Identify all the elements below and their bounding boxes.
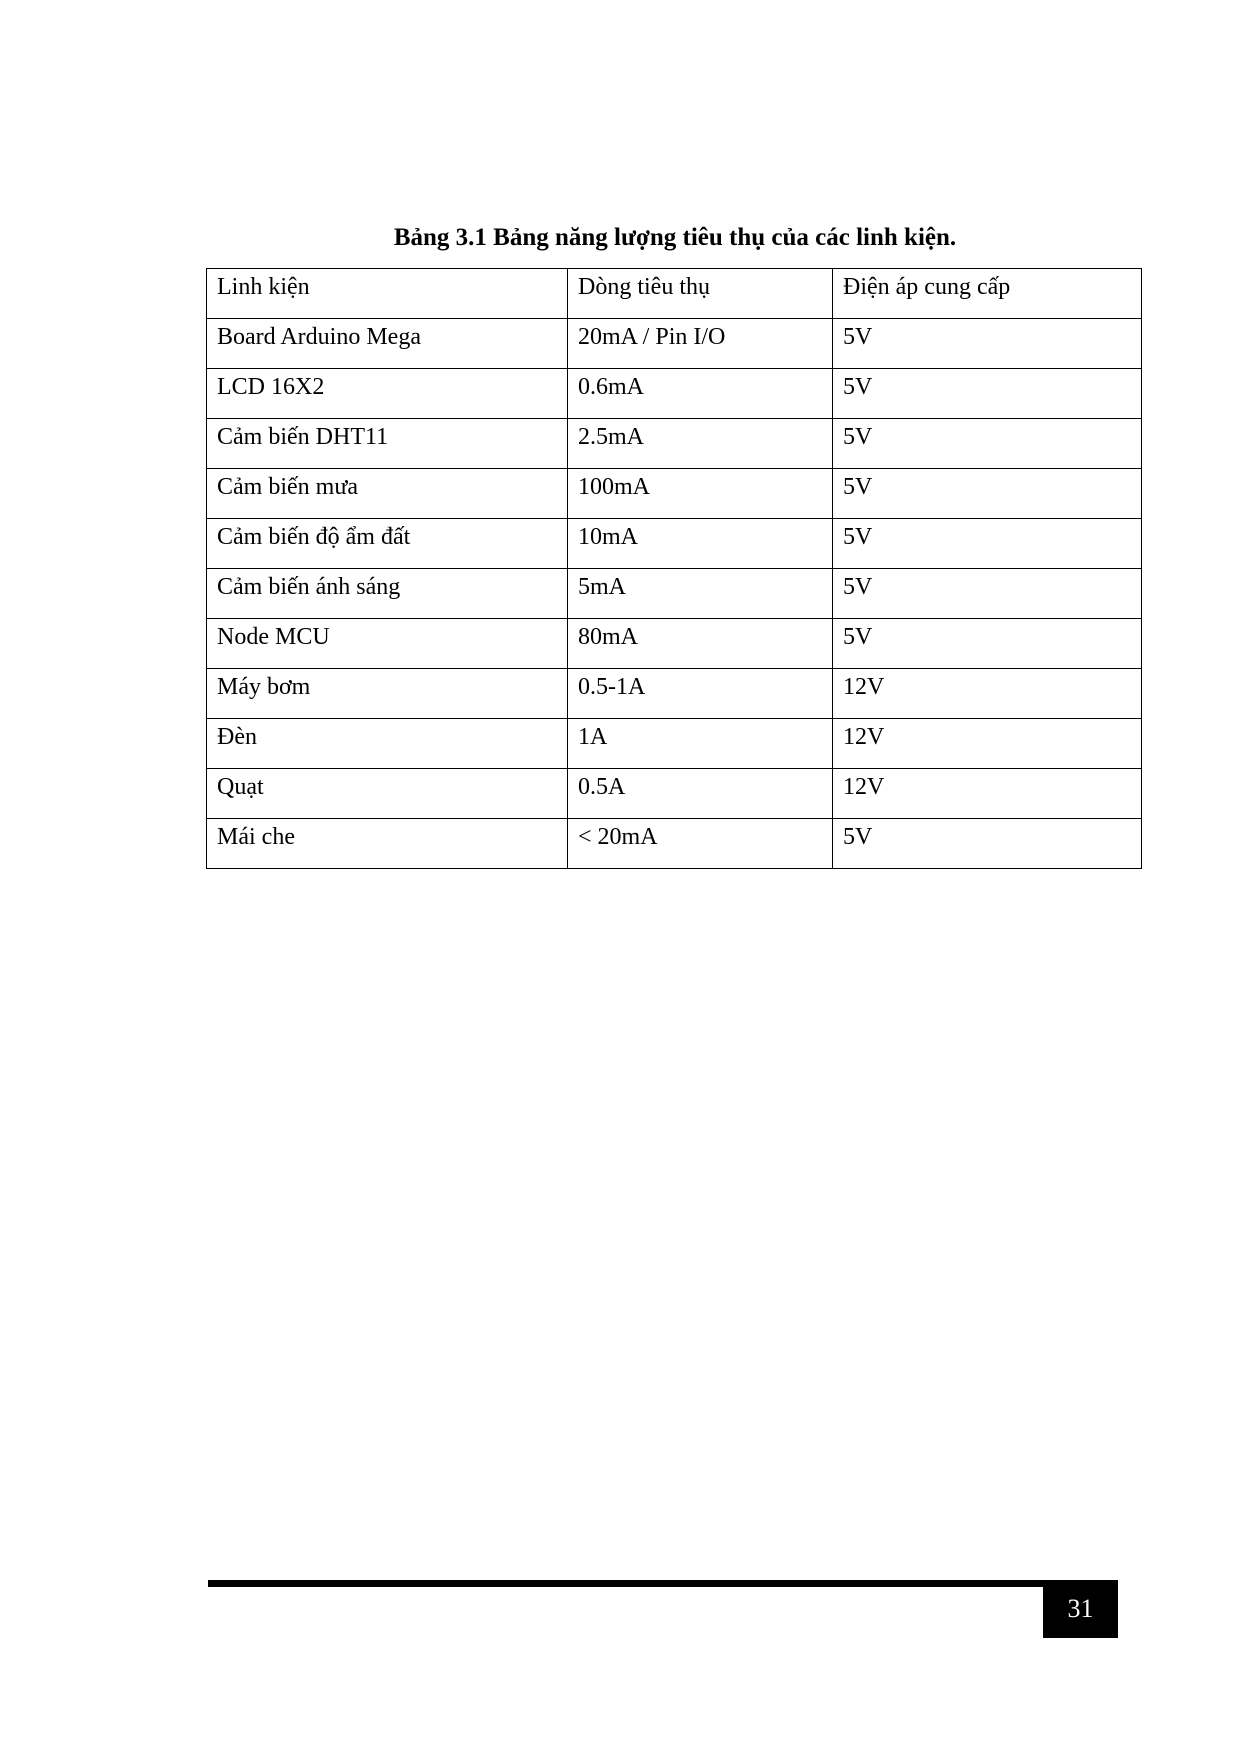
table-cell: 80mA [568,619,833,669]
table-cell: Node MCU [207,619,568,669]
table-cell: 2.5mA [568,419,833,469]
table-row [207,619,1142,669]
footer-rule [208,1580,1118,1587]
table-row [207,719,1142,769]
table-cell: 12V [833,719,1142,769]
table-row [207,819,1142,869]
table-row [207,319,1142,369]
table-cell: Board Arduino Mega [207,319,568,369]
table-cell: 20mA / Pin I/O [568,319,833,369]
table-caption: Bảng 3.1 Bảng năng lượng tiêu thụ của các linh kiện. [393,224,957,251]
table-cell: Cảm biến độ ẩm đất [207,519,568,569]
table-cell: 12V [833,769,1142,819]
table-cell: Cảm biến DHT11 [207,419,568,469]
table-cell: LCD 16X2 [207,369,568,419]
header-cell: Dòng tiêu thụ [568,269,833,319]
table-cell: Đèn [207,719,568,769]
table-cell: Cảm biến ánh sáng [207,569,568,619]
table-cell: < 20mA [568,819,833,869]
table-row [207,569,1142,619]
table-cell: Máy bơm [207,669,568,719]
table-cell: 5V [833,319,1142,369]
table-cell: 0.5A [568,769,833,819]
component-power-table [206,268,1142,869]
table-cell: 1A [568,719,833,769]
table-cell: 5mA [568,569,833,619]
table-cell: 12V [833,669,1142,719]
table-row [207,669,1142,719]
table-cell: Quạt [207,769,568,819]
header-cell: Điện áp cung cấp [833,269,1142,319]
table-header-row [207,269,1142,319]
table-cell: 10mA [568,519,833,569]
table-cell: 5V [833,569,1142,619]
table-cell: 5V [833,369,1142,419]
table-row [207,519,1142,569]
table-cell: 5V [833,419,1142,469]
table-cell: 5V [833,819,1142,869]
table-cell: 0.6mA [568,369,833,419]
table-cell: 5V [833,519,1142,569]
page-number: 31 [1043,1580,1118,1638]
table-cell: Cảm biến mưa [207,469,568,519]
table-cell: 0.5-1A [568,669,833,719]
table-row [207,369,1142,419]
table-row [207,769,1142,819]
header-cell: Linh kiện [207,269,568,319]
table-cell: 5V [833,469,1142,519]
table-row [207,419,1142,469]
table-row [207,469,1142,519]
table-cell: Mái che [207,819,568,869]
table-cell: 5V [833,619,1142,669]
table-cell: 100mA [568,469,833,519]
